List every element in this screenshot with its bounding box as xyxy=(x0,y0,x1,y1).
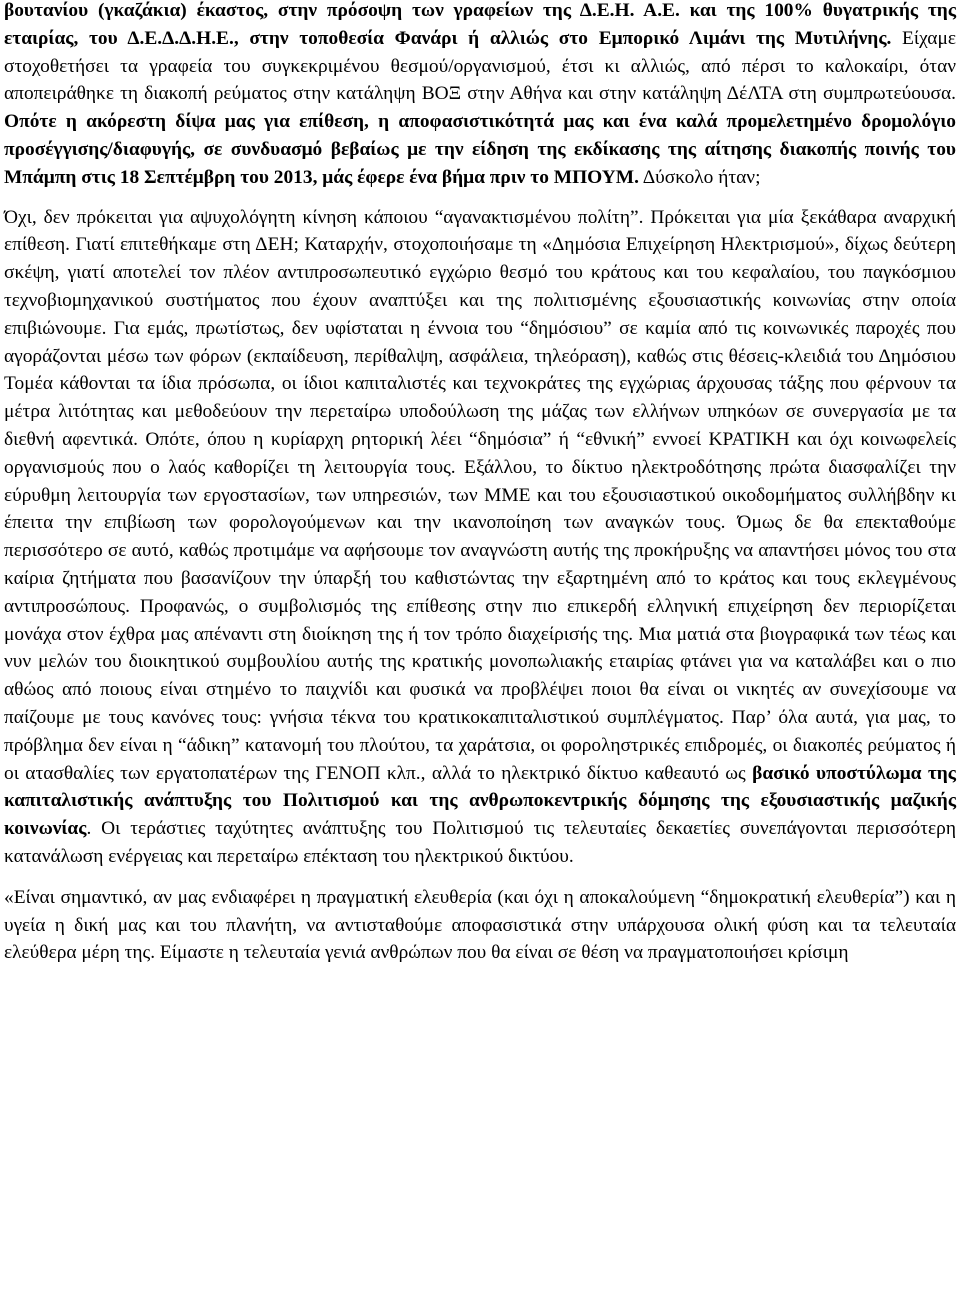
paragraph-3: «Είναι σημαντικό, αν μας ενδιαφέρει η πραγματική ελευθερία (και όχι η αποκαλούμενη “δημοκρατική ελευθερία”) και η υγεία η δική μας και του πλανήτη, να αντισταθούμε αποφασιστικά στην υπάρχουσα ολική φύση και τα τελευταία ελεύθερα μέρη της. Είμαστε η τελευταία γενιά ανθρώπων που θα είναι σε θέση να πραγματοποιήσει κρίσιμη xyxy=(4,886,956,964)
paragraph-1 xyxy=(4,0,956,192)
paragraph-1-tail: Δύσκολο ήταν; xyxy=(638,166,761,188)
paragraph-2-text-a: Όχι, δεν πρόκειται για αψυχολόγητη κίνηση κάποιου “αγανακτισμένου πολίτη”. Πρόκειται για μία ξεκάθαρα αναρχική επίθεση. Γιατί επιτεθήκαμε στη ΔΕΗ; Καταρχήν, στοχοποιήσαμε τη «Δημόσια Επιχείρηση Ηλεκτρισμού», δίχως δεύτερη σκέψη, γιατί αποτελεί τον πλέον αντιπροσωπευτικό εγχώριο θεσμό του κράτους και του κεφαλαίου, του παγκόσμιου τεχνοβιομηχανικού συστήματος που έχουν αναπτύξει και της πολιτισμένης εξουσιαστικής κοινωνίας στην οποία επιβιώνουμε. Για εμάς, πρωτίστως, δεν υφίσταται η έννοια του “δημόσιου” σε καμία από τις κοινωνικές παροχές που αγοράζονται μέσω των φόρων (εκπαίδευση, περίθαλψη, ασφάλεια, τηλεόραση), καθώς στις θέσεις-κλειδιά του Δημόσιου Τομέα κάθονται τα ίδια πρόσωπα, οι ίδιοι καπιταλιστές και τεχνοκράτες της εγχώριας άρχουσας τάξης που φέρνουν τα μέτρα λιτότητας και μεθοδεύουν την περεταίρω υποδούλωση της μάζας των ελλήνων υπηκόων σε συνεργασία με τα διεθνή αφεντικά. Οπότε, όπου η κυρίαρχη ρητορική λέει “δημόσια” ή “εθνική” εννοεί ΚΡΑΤΙΚΗ και όχι κοινωφελείς οργανισμούς που ο λαός καθορίζει τη λειτουργία τους. Εξάλλου, το δίκτυο ηλεκτροδότησης πρώτα διασφαλίζει την εύρυθμη λειτουργία των εργοστασίων, των υπηρεσιών, των ΜΜΕ και του εξουσιαστικού οικοδομήματος συλλήβδην κι έπειτα την επιβίωση των φορολογούμενων και την ικανοποίηση των αναγκών τους. Όμως δε θα επεκταθούμε περισσότερο σε αυτό, καθώς προτιμάμε να αφήσουμε τον αναγνώστη αυτής της προκήρυξης να απαντήσει μόνος του στα καίρια ζητήματα που βασανίζουν την ύπαρξή του καθιστώντας την εξαρτημένη από το κράτος και τους εκλεγμένους αντιπροσώπους. Προφανώς, ο συμβολισμός της επίθεσης στην πιο επικερδή ελληνική επιχείρηση δεν περιορίζεται μονάχα στον έχθρα μας απέναντι στη διοίκηση της ή τον τρόπο διαχείρισής της. Μια ματιά στα βιογραφικά των τέως και νυν μελών του διοικητικού συμβουλίου αυτής της κρατικής μονοπωλιακής εταιρίας φτάνει για να καταλάβει και ο πιο αθώος από ποιους είναι στημένο το παιχνίδι και φυσικά να προβλέψει ποιοι θα είναι οι νικητές αν συνεχίσουμε να παίζουμε με τους κανόνες τους: γνήσια τέκνα του κρατικοκαπιταλιστικού συμπλέγματος. Παρ’ όλα αυτά, για μας, το πρόβλημα δεν είναι η “άδικη” κατανομή του πλούτου, τα χαράτσια, οι φοροληστρικές επιδρομές, οι διακοπές ρεύματος ή οι ατασθαλίες των εργατοπατέρων της ΓΕΝΟΠ κλπ., αλλά το ηλεκτρικό δίκτυο καθεαυτό ως xyxy=(4,206,956,784)
paragraph-2-bold-phrase: βασικό υποστύλωμα της καπιταλιστικής ανάπτυξης του Πολιτισμού και της ανθρωποκεντρικής δόμησης της εξουσιαστικής μαζικής κοινωνίας xyxy=(4,762,956,840)
paragraph-1-bold-end: Οπότε η ακόρεστη δίψα μας για επίθεση, η αποφασιστικότητά μας και ένα καλά προμελετημένο δρομολόγιο προσέγγισης/διαφυγής, σε συνδυασμό βεβαίως με την είδηση της εκδίκασης της αίτησης διακοπής ποινής του Μπάμπη στις 18 Σεπτέμβρη του 2013, μάς έφερε ένα βήμα πριν το ΜΠΟΥΜ. xyxy=(4,111,956,188)
paragraph-2 xyxy=(4,204,956,871)
paragraph-1-normal-middle: Είχαμε στοχοθετήσει τα γραφεία του συγκεκριμένου θεσμού/οργανισμού, έτσι κι αλλιώς, από πέρσι το καλοκαίρι, όταν αποπειράθηκε τη διακοπή ρεύματος στην κατάληψη ΒΟΞ στην Αθήνα και στην κατάληψη ΔέΛΤΑ στη συμπρωτεύουσα. xyxy=(4,27,956,105)
paragraph-1-bold-intro: βουτανίου (γκαζάκια) έκαστος, στην πρόσοψη των γραφείων της Δ.Ε.Η. Α.Ε. και της 100% θυγατρικής της εταιρίας, του Δ.Ε.Δ.Δ.Η.Ε., στην τοποθεσία Φανάρι ή αλλιώς στο Εμπορικό Λιμάνι της Μυτιλήνης. xyxy=(4,0,956,49)
paragraph-2-text-b: . Οι τεράστιες ταχύτητες ανάπτυξης του Πολιτισμού τις τελευταίες δεκαετίες συνεπάγονται περισσότερη κατανάλωση ενέργειας και περεταίρω επέκταση του ηλεκτρικού δικτύου. xyxy=(4,818,956,867)
